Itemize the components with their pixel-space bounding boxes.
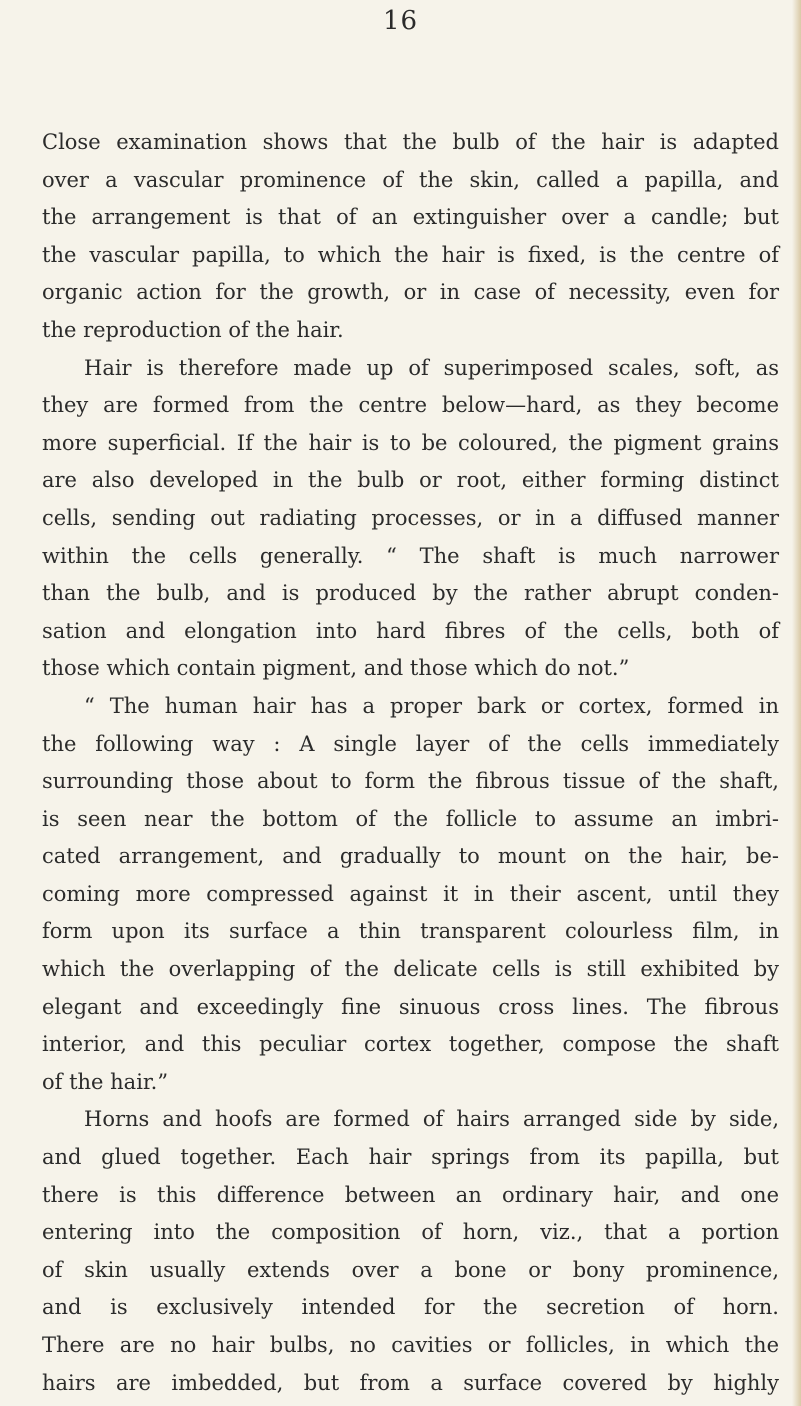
text-line: elegant and exceedingly fine sinuous cross lines. The fibrous (42, 994, 779, 1019)
text-line: over a vascular prominence of the skin, called a papilla, and (42, 167, 779, 192)
text-line: are also developed in the bulb or root, either forming distinct (42, 468, 779, 493)
page-number: 16 (382, 6, 419, 36)
text-line: interior, and this peculiar cortex together, compose the shaft (42, 1032, 779, 1057)
text-line: the arrangement is that of an extinguisher over a candle; but (42, 205, 779, 230)
text-line: sation and elongation into hard fibres of the cells, both of (42, 618, 779, 643)
text-line: surrounding those about to form the fibrous tissue of the shaft, (42, 769, 779, 794)
text-line: within the cells generally. “ The shaft is much narrower (42, 543, 779, 568)
text-line: those which contain pigment, and those which do not.” (42, 656, 630, 681)
text-line: coming more compressed against it in their ascent, until they (42, 881, 779, 906)
page-edge (792, 0, 801, 1406)
text-line: Horns and hoofs are formed of hairs arranged side by side, (84, 1107, 779, 1132)
text-line: and glued together. Each hair springs from its papilla, but (42, 1145, 779, 1170)
text-line: the following way : A single layer of the cells immediately (42, 731, 779, 756)
text-line: entering into the composition of horn, viz., that a portion (42, 1220, 779, 1245)
text-line: There are no hair bulbs, no cavities or follicles, in which the (42, 1333, 779, 1357)
text-line: “ The human hair has a proper bark or cortex, formed in (84, 693, 779, 718)
text-line: is seen near the bottom of the follicle to assume an imbri- (42, 806, 779, 831)
text-line: the reproduction of the hair. (42, 317, 344, 342)
body-text (42, 124, 779, 1402)
text-line: form upon its surface a thin transparent colourless film, in (42, 919, 779, 944)
text-line: they are formed from the centre below—hard, as they become (42, 393, 779, 418)
text-line: cells, sending out radiating processes, or in a diffused manner (42, 505, 779, 530)
text-line: cated arrangement, and gradually to mount on the hair, be- (42, 844, 779, 869)
text-line: of skin usually extends over a bone or bony prominence, (42, 1257, 779, 1282)
text-line: there is this difference between an ordinary hair, and one (42, 1182, 779, 1207)
text-line: and is exclusively intended for the secretion of horn. (42, 1295, 779, 1320)
text-line: hairs are imbedded, but from a surface covered by highly (42, 1370, 779, 1395)
text-line: organic action for the growth, or in case of necessity, even for (42, 280, 779, 305)
text-line: which the overlapping of the delicate cells is still exhibited by (42, 957, 779, 982)
text-line: of the hair.” (42, 1069, 169, 1094)
text-line: more superficial. If the hair is to be coloured, the pigment grains (42, 430, 779, 455)
text-line: Close examination shows that the bulb of the hair is adapted (42, 130, 779, 154)
text-line: than the bulb, and is produced by the rather abrupt conden- (42, 581, 779, 606)
text-line: the vascular papilla, to which the hair is fixed, is the centre of (42, 242, 779, 267)
text-line: Hair is therefore made up of superimposed scales, soft, as (84, 355, 779, 380)
